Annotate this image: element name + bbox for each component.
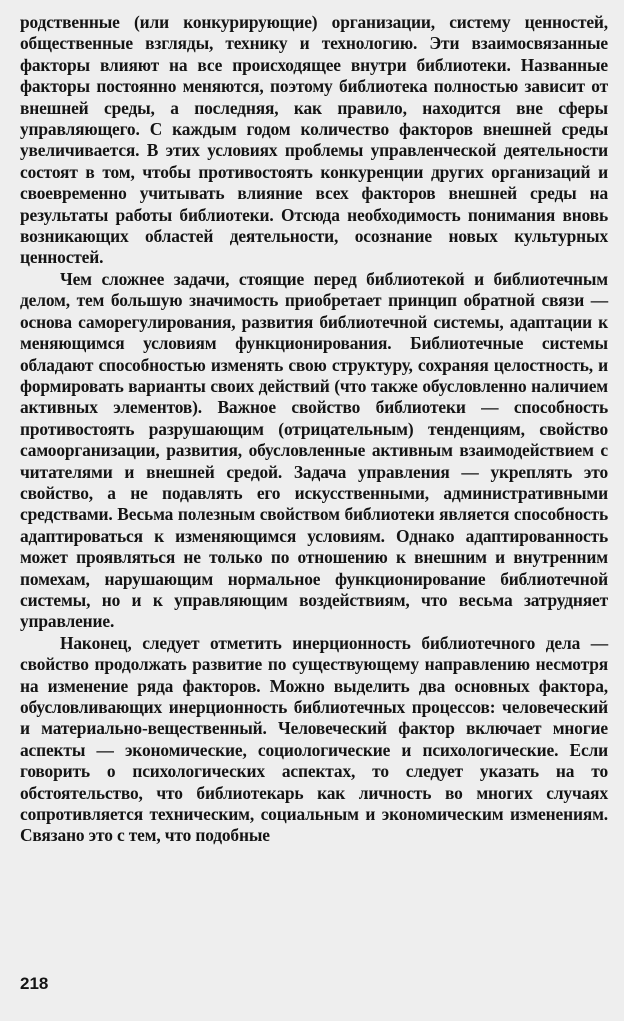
text-column <box>20 12 608 847</box>
page-number: 218 <box>20 974 49 993</box>
paragraph-1: родственные (или конкурирующие) организации, систему ценностей, общественные взгляды, технику и технологию. Эти взаимосвязанные факторы влияют на все происходящее внутри библиотеки. Названные факторы постоянно меняются, поэтому библиотека полностью зависит от внешней среды, а последняя, как правило, находится вне сферы управляющего. С каждым годом количество факторов внешней среды увеличивается. В этих условиях проблемы управленческой деятельности состоят в том, чтобы противостоять конкуренции других организаций и своевременно учитывать влияние всех факторов внешней среды на результаты работы библиотеки. Отсюда необходимость понимания вновь возникающих областей деятельности, осознание новых культурных ценностей. <box>20 12 608 268</box>
paragraph-2: Чем сложнее задачи, стоящие перед библиотекой и библиотечным делом, тем большую значимость приобретает принцип обратной связи — основа саморегулирования, развития библиотечной системы, адаптации к меняющимся условиям функционирования. Библиотечные системы обладают способностью изменять свою структуру, сохраняя целостность, и формировать варианты своих действий (что также обусловленно наличием активных элементов). Важное свойство библиотеки — способность противостоять разрушающим (отрицательным) тенденциям, свойство самоорганизации, развития, обусловленные активным взаимодействием с читателями и внешней средой. Задача управления — укреплять это свойство, а не подавлять его искусственными, административными средствами. Весьма полезным свойством библиотеки является способность адаптироваться к изменяющимся условиям. Однако адаптированность может проявляться не только по отношению к внешним и внутренним помехам, нарушающим нормальное функционирование библиотечной системы, но и к управляющим воздействиям, что весьма затрудняет управление. <box>20 268 608 632</box>
paragraph-3: Наконец, следует отметить инерционность библиотечного дела — свойство продолжать развитие по существующему направлению несмотря на изменение ряда факторов. Можно выделить два основных фактора, обусловливающих инерционность библиотечных процессов: человеческий и материально-вещественный. Человеческий фактор включает многие аспекты — экономические, социологические и психологические. Если говорить о психологических аспектах, то следует указать на то обстоятельство, что библиотекарь как личность во многих случаях сопротивляется техническим, социальным и экономическим изменениям. Связано это с тем, что подобные <box>20 632 608 846</box>
